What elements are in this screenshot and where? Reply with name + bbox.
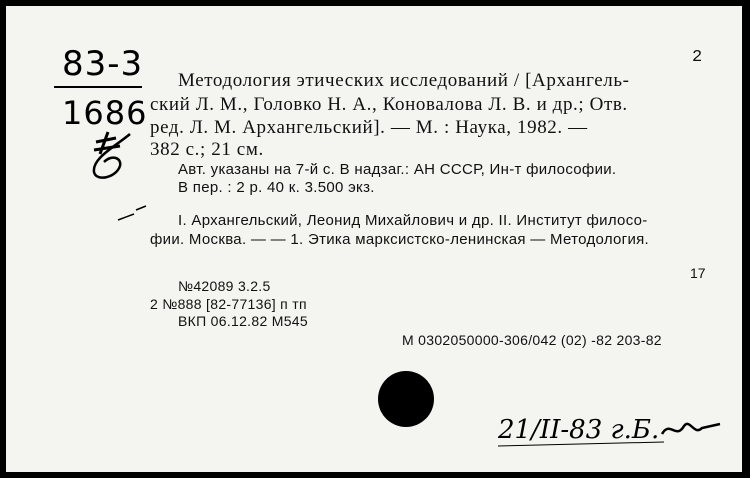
pencil-tick-icon [116,204,156,224]
card-number: 2 [692,48,703,67]
svg-text:21/II-83 г.Б.: 21/II-83 г.Б. [498,415,660,445]
handwritten-mark-icon [86,124,142,184]
call-number-top: 83-3 [62,44,144,84]
call-number-divider [54,86,142,88]
catalog-card [6,6,742,472]
code-line-2: 2 №888 [82-77136] п тп [150,296,307,312]
call-number-bottom: 1686 [62,94,148,132]
tracings-line-2: фии. Москва. — — 1. Этика марксистско-ленинская — Методология. [150,231,650,248]
description-line-2: ский Л. М., Головко Н. А., Коновалова Л. В. и др.; Отв. [150,94,628,115]
description-line-3: ред. Л. М. Архангельский]. — М. : Наука, 1982. — [150,117,588,138]
handwritten-signature-icon [494,406,724,450]
description-line-4: 382 с.; 21 см. [150,139,264,160]
notes-line-1: Авт. указаны на 7-й с. В надзаг.: АН СССР, Ин-т философии. [178,161,617,178]
notes-line-2: В пер. : 2 р. 40 к. 3.500 экз. [178,179,375,196]
punch-hole [378,371,434,427]
code-line-3: ВКП 06.12.82 М545 [178,313,308,329]
code-line-4: М 0302050000-306/042 (02) -82 203-82 [402,332,662,348]
code-line-1: №42089 3.2.5 [178,278,271,294]
page-mark: 17 [690,265,706,281]
description-line-1: Методология этических исследований / [Архангель- [178,70,630,91]
tracings-line-1: I. Архангельский, Леонид Михайлович и др. II. Институт филосо- [178,212,648,229]
